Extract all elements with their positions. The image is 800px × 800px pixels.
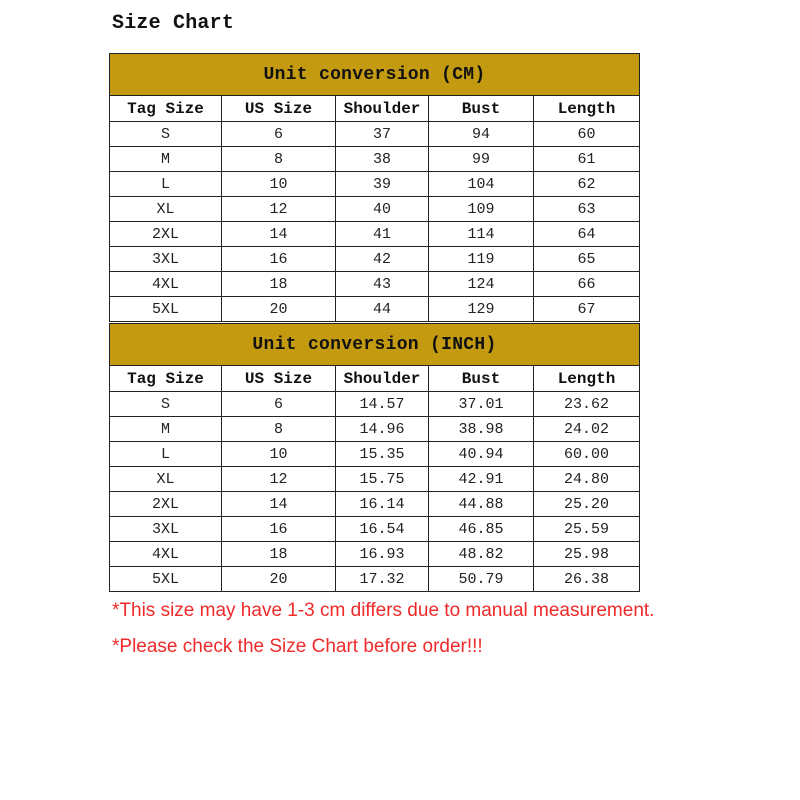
cell-shoulder: 43 bbox=[336, 272, 429, 297]
cell-length: 24.02 bbox=[534, 417, 640, 442]
cell-shoulder: 16.93 bbox=[336, 542, 429, 567]
cell-bust: 44.88 bbox=[429, 492, 534, 517]
column-header-shoulder: Shoulder bbox=[336, 366, 429, 392]
cell-length: 25.20 bbox=[534, 492, 640, 517]
cell-tag-size: 5XL bbox=[110, 567, 222, 592]
cell-shoulder: 15.35 bbox=[336, 442, 429, 467]
cell-shoulder: 40 bbox=[336, 197, 429, 222]
cell-tag-size: 5XL bbox=[110, 297, 222, 322]
table-header-row bbox=[110, 96, 640, 122]
cell-tag-size: 2XL bbox=[110, 492, 222, 517]
cell-tag-size: M bbox=[110, 417, 222, 442]
cell-tag-size: 4XL bbox=[110, 272, 222, 297]
cell-us-size: 14 bbox=[222, 492, 336, 517]
column-header-bust: Bust bbox=[429, 366, 534, 392]
table-row bbox=[110, 247, 640, 272]
cell-length: 61 bbox=[534, 147, 640, 172]
cell-length: 24.80 bbox=[534, 467, 640, 492]
column-header-bust: Bust bbox=[429, 96, 534, 122]
cell-tag-size: 3XL bbox=[110, 517, 222, 542]
cell-us-size: 16 bbox=[222, 247, 336, 272]
cell-us-size: 18 bbox=[222, 542, 336, 567]
size-table-inch bbox=[109, 323, 640, 592]
column-header-length: Length bbox=[534, 366, 640, 392]
cell-shoulder: 15.75 bbox=[336, 467, 429, 492]
cell-tag-size: XL bbox=[110, 197, 222, 222]
page-title: Size Chart bbox=[112, 12, 235, 35]
table-row bbox=[110, 442, 640, 467]
table-row bbox=[110, 197, 640, 222]
cell-shoulder: 42 bbox=[336, 247, 429, 272]
table-row bbox=[110, 222, 640, 247]
cell-shoulder: 41 bbox=[336, 222, 429, 247]
cell-length: 25.98 bbox=[534, 542, 640, 567]
cell-bust: 40.94 bbox=[429, 442, 534, 467]
cell-us-size: 6 bbox=[222, 392, 336, 417]
cell-tag-size: XL bbox=[110, 467, 222, 492]
table-row bbox=[110, 517, 640, 542]
column-header-length: Length bbox=[534, 96, 640, 122]
cell-tag-size: 2XL bbox=[110, 222, 222, 247]
cell-us-size: 6 bbox=[222, 122, 336, 147]
table-row bbox=[110, 297, 640, 322]
cell-length: 60.00 bbox=[534, 442, 640, 467]
column-header-tag-size: Tag Size bbox=[110, 96, 222, 122]
table-row bbox=[110, 147, 640, 172]
table-row bbox=[110, 122, 640, 147]
cell-bust: 37.01 bbox=[429, 392, 534, 417]
check-size-note: *Please check the Size Chart before order!!! bbox=[112, 636, 483, 657]
cell-us-size: 8 bbox=[222, 417, 336, 442]
measurement-note: *This size may have 1-3 cm differs due to manual measurement. bbox=[112, 600, 655, 621]
cell-bust: 46.85 bbox=[429, 517, 534, 542]
cell-tag-size: S bbox=[110, 122, 222, 147]
cell-length: 62 bbox=[534, 172, 640, 197]
column-header-us-size: US Size bbox=[222, 96, 336, 122]
column-header-shoulder: Shoulder bbox=[336, 96, 429, 122]
table-row bbox=[110, 392, 640, 417]
cell-length: 67 bbox=[534, 297, 640, 322]
cell-us-size: 18 bbox=[222, 272, 336, 297]
cell-length: 65 bbox=[534, 247, 640, 272]
cell-us-size: 12 bbox=[222, 467, 336, 492]
table-header-row bbox=[110, 366, 640, 392]
cell-length: 66 bbox=[534, 272, 640, 297]
cell-bust: 99 bbox=[429, 147, 534, 172]
cell-length: 25.59 bbox=[534, 517, 640, 542]
cell-bust: 38.98 bbox=[429, 417, 534, 442]
cell-tag-size: M bbox=[110, 147, 222, 172]
table-row bbox=[110, 567, 640, 592]
cell-bust: 109 bbox=[429, 197, 534, 222]
table-row bbox=[110, 417, 640, 442]
cell-shoulder: 39 bbox=[336, 172, 429, 197]
cell-bust: 94 bbox=[429, 122, 534, 147]
table-band-row bbox=[110, 54, 640, 96]
table-row bbox=[110, 467, 640, 492]
cell-us-size: 14 bbox=[222, 222, 336, 247]
cell-bust: 119 bbox=[429, 247, 534, 272]
table-band-row bbox=[110, 324, 640, 366]
size-table-cm bbox=[109, 53, 640, 322]
cell-bust: 42.91 bbox=[429, 467, 534, 492]
cell-us-size: 8 bbox=[222, 147, 336, 172]
cell-shoulder: 37 bbox=[336, 122, 429, 147]
cell-shoulder: 16.14 bbox=[336, 492, 429, 517]
cell-tag-size: L bbox=[110, 172, 222, 197]
column-header-us-size: US Size bbox=[222, 366, 336, 392]
cell-tag-size: S bbox=[110, 392, 222, 417]
cell-bust: 50.79 bbox=[429, 567, 534, 592]
cell-length: 26.38 bbox=[534, 567, 640, 592]
cell-shoulder: 14.57 bbox=[336, 392, 429, 417]
cell-us-size: 12 bbox=[222, 197, 336, 222]
cell-us-size: 16 bbox=[222, 517, 336, 542]
table-row bbox=[110, 272, 640, 297]
cell-shoulder: 14.96 bbox=[336, 417, 429, 442]
cell-shoulder: 44 bbox=[336, 297, 429, 322]
cell-shoulder: 17.32 bbox=[336, 567, 429, 592]
cell-tag-size: 4XL bbox=[110, 542, 222, 567]
cell-length: 64 bbox=[534, 222, 640, 247]
cell-shoulder: 38 bbox=[336, 147, 429, 172]
cell-us-size: 20 bbox=[222, 297, 336, 322]
band-title-cm: Unit conversion (CM) bbox=[110, 54, 640, 96]
cell-us-size: 10 bbox=[222, 442, 336, 467]
cell-length: 63 bbox=[534, 197, 640, 222]
cell-us-size: 20 bbox=[222, 567, 336, 592]
table-row bbox=[110, 172, 640, 197]
band-title-inch: Unit conversion (INCH) bbox=[110, 324, 640, 366]
column-header-tag-size: Tag Size bbox=[110, 366, 222, 392]
cell-bust: 129 bbox=[429, 297, 534, 322]
cell-bust: 48.82 bbox=[429, 542, 534, 567]
cell-us-size: 10 bbox=[222, 172, 336, 197]
table-row bbox=[110, 542, 640, 567]
cell-tag-size: 3XL bbox=[110, 247, 222, 272]
cell-length: 23.62 bbox=[534, 392, 640, 417]
table-row bbox=[110, 492, 640, 517]
cell-bust: 104 bbox=[429, 172, 534, 197]
cell-tag-size: L bbox=[110, 442, 222, 467]
cell-bust: 114 bbox=[429, 222, 534, 247]
cell-length: 60 bbox=[534, 122, 640, 147]
cell-shoulder: 16.54 bbox=[336, 517, 429, 542]
cell-bust: 124 bbox=[429, 272, 534, 297]
